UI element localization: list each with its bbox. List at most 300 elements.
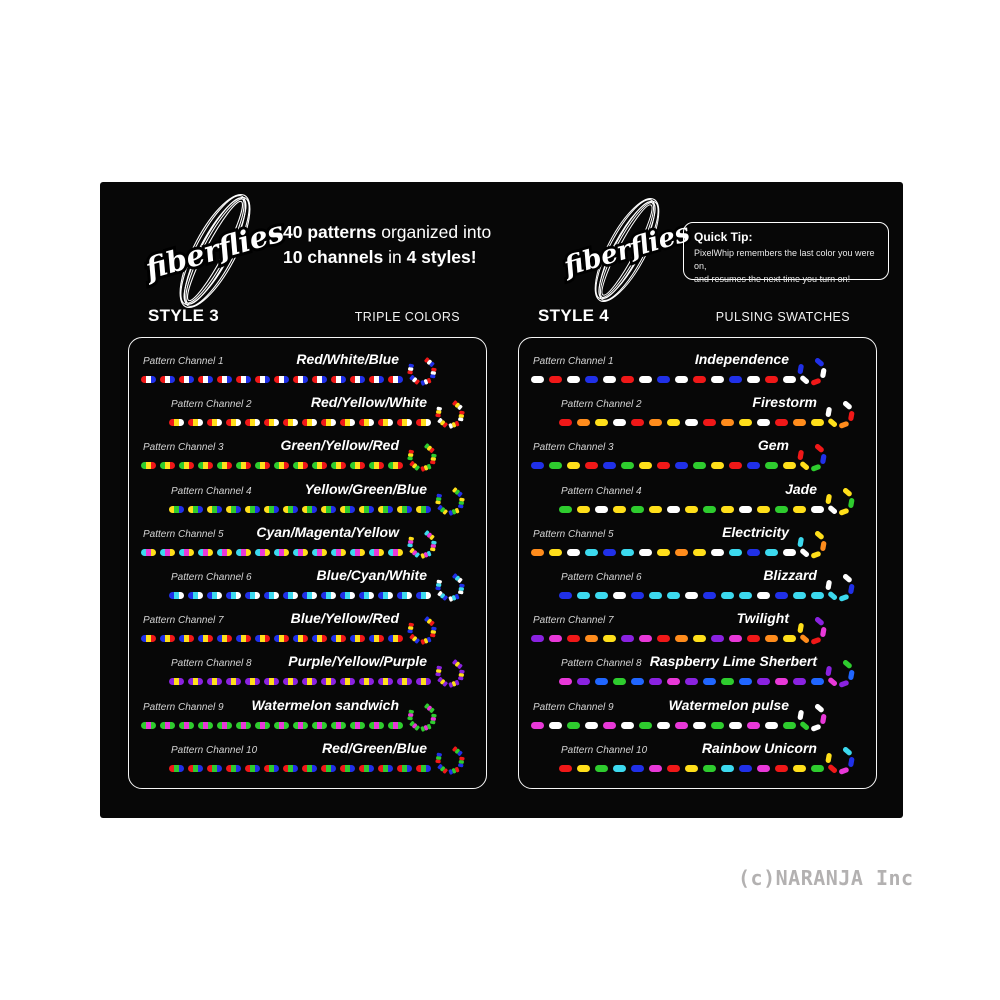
tri-color-pill: [397, 419, 412, 426]
tri-color-pill: [369, 376, 384, 383]
tri-color-pill: [207, 419, 222, 426]
pattern-name: Red/White/Blue: [296, 351, 399, 367]
tri-color-pill: [141, 722, 156, 729]
color-dash: [721, 678, 734, 685]
whip-curl-icon: [401, 519, 445, 565]
led-pattern-strip: [531, 635, 796, 642]
tri-color-pill: [141, 635, 156, 642]
tri-color-pill: [331, 722, 346, 729]
tri-color-pill: [378, 592, 393, 599]
tri-color-pill: [369, 462, 384, 469]
style4-title: STYLE 4: [538, 306, 610, 325]
logo-wordmark: fiberflies: [141, 214, 288, 286]
pattern-name: Gem: [757, 437, 789, 454]
whip-curl-icon: [819, 648, 863, 694]
color-dash: [711, 376, 724, 383]
pattern-row: [519, 739, 876, 782]
tri-color-pill: [264, 678, 279, 685]
color-dash: [739, 419, 752, 426]
tri-color-pill: [359, 678, 374, 685]
tri-color-pill: [226, 592, 241, 599]
pattern-channel-label: Pattern Channel 5: [533, 528, 614, 540]
headline-line2: 10 channels in 4 styles!: [283, 247, 477, 268]
tri-color-pill: [283, 592, 298, 599]
color-dash: [765, 462, 778, 469]
tri-color-pill: [359, 592, 374, 599]
tri-color-pill: [350, 722, 365, 729]
tri-color-pill: [255, 635, 270, 642]
color-dash: [675, 376, 688, 383]
tri-color-pill: [160, 376, 175, 383]
tri-color-pill: [397, 506, 412, 513]
color-dash: [703, 506, 716, 513]
tri-color-pill: [198, 722, 213, 729]
whip-curl-icon: [401, 346, 445, 392]
color-dash: [657, 376, 670, 383]
tri-color-pill: [236, 376, 251, 383]
whip-curl-icon: [819, 476, 863, 522]
color-dash: [775, 419, 788, 426]
tri-color-pill: [179, 549, 194, 556]
pattern-channel-label: Pattern Channel 9: [143, 701, 224, 713]
whip-curl-icon: [791, 346, 835, 392]
color-dash: [729, 462, 742, 469]
tri-color-pill: [226, 506, 241, 513]
color-dash: [747, 635, 760, 642]
tri-color-pill: [188, 765, 203, 772]
pattern-channel-label: Pattern Channel 8: [171, 658, 252, 670]
tri-color-pill: [245, 506, 260, 513]
tri-color-pill: [217, 635, 232, 642]
pattern-name: Green/Yellow/Red: [280, 437, 399, 454]
whip-curl-icon: [401, 432, 445, 478]
tri-color-pill: [331, 635, 346, 642]
color-dash: [657, 635, 670, 642]
tri-color-pill: [293, 462, 308, 469]
tri-color-pill: [321, 506, 336, 513]
color-dash: [531, 722, 544, 729]
color-dash: [567, 462, 580, 469]
tri-color-pill: [283, 765, 298, 772]
color-dash: [657, 722, 670, 729]
whip-curl-icon: [819, 735, 863, 781]
color-dash: [621, 722, 634, 729]
pattern-row: [129, 696, 486, 739]
tri-color-pill: [293, 722, 308, 729]
tri-color-pill: [397, 765, 412, 772]
tri-color-pill: [331, 462, 346, 469]
tri-color-pill: [331, 376, 346, 383]
tri-color-pill: [207, 678, 222, 685]
color-dash: [765, 722, 778, 729]
tri-color-pill: [226, 678, 241, 685]
tri-color-pill: [283, 678, 298, 685]
tri-color-pill: [283, 506, 298, 513]
tri-color-pill: [321, 678, 336, 685]
color-dash: [739, 592, 752, 599]
color-dash: [739, 506, 752, 513]
style3-panel: [128, 337, 487, 789]
tri-color-pill: [255, 722, 270, 729]
color-dash: [613, 592, 626, 599]
color-dash: [775, 678, 788, 685]
pattern-row: [129, 393, 486, 436]
color-dash: [613, 678, 626, 685]
color-dash: [729, 549, 742, 556]
color-dash: [559, 765, 572, 772]
color-dash: [559, 506, 572, 513]
whip-curl-icon: [791, 692, 835, 738]
led-pattern-strip: [169, 506, 431, 513]
tri-color-pill: [169, 419, 184, 426]
tri-color-pill: [283, 419, 298, 426]
pattern-row: [519, 652, 876, 695]
color-dash: [631, 678, 644, 685]
pattern-name: Jade: [785, 480, 817, 497]
tri-color-pill: [245, 419, 260, 426]
tri-color-pill: [207, 765, 222, 772]
pattern-name: Watermelon sandwich: [251, 696, 399, 713]
color-dash: [757, 506, 770, 513]
tri-color-pill: [274, 722, 289, 729]
tri-color-pill: [236, 722, 251, 729]
tri-color-pill: [340, 765, 355, 772]
tri-color-pill: [350, 376, 365, 383]
pattern-channel-label: Pattern Channel 6: [171, 571, 252, 583]
whip-curl-icon: [429, 735, 473, 781]
color-dash: [549, 635, 562, 642]
color-dash: [577, 592, 590, 599]
tri-color-pill: [141, 549, 156, 556]
tri-color-pill: [340, 678, 355, 685]
pattern-name: Blue/Yellow/Red: [290, 610, 399, 627]
led-pattern-strip: [559, 592, 824, 599]
color-dash: [793, 506, 806, 513]
tri-color-pill: [293, 635, 308, 642]
whip-curl-icon: [429, 648, 473, 694]
pattern-channel-label: Pattern Channel 10: [561, 744, 648, 756]
tri-color-pill: [236, 462, 251, 469]
tri-color-pill: [378, 419, 393, 426]
tri-color-pill: [312, 549, 327, 556]
pattern-channel-label: Pattern Channel 10: [171, 744, 258, 756]
color-dash: [757, 765, 770, 772]
whip-curl-icon: [819, 389, 863, 435]
whip-curl-icon: [819, 562, 863, 608]
tri-color-pill: [264, 765, 279, 772]
tri-color-pill: [255, 549, 270, 556]
color-dash: [603, 376, 616, 383]
color-dash: [567, 376, 580, 383]
color-dash: [675, 549, 688, 556]
tri-color-pill: [274, 462, 289, 469]
color-dash: [729, 722, 742, 729]
tri-color-pill: [369, 549, 384, 556]
tri-color-pill: [302, 506, 317, 513]
color-dash: [531, 376, 544, 383]
color-dash: [585, 376, 598, 383]
color-dash: [639, 635, 652, 642]
tri-color-pill: [264, 419, 279, 426]
quick-tip-body: PixelWhip remembers the last color you were on, and resumes the next time you turn on!: [694, 248, 875, 285]
style4-panel: [518, 337, 877, 789]
tri-color-pill: [321, 765, 336, 772]
pattern-row: [129, 652, 486, 695]
tri-color-pill: [169, 506, 184, 513]
tri-color-pill: [188, 506, 203, 513]
color-dash: [721, 765, 734, 772]
color-dash: [703, 592, 716, 599]
led-pattern-strip: [559, 765, 824, 772]
color-dash: [603, 462, 616, 469]
color-dash: [711, 549, 724, 556]
pattern-row: [519, 393, 876, 436]
color-dash: [567, 635, 580, 642]
tri-color-pill: [312, 462, 327, 469]
color-dash: [603, 722, 616, 729]
pattern-row: [519, 696, 876, 739]
pattern-row: [129, 739, 486, 782]
tri-color-pill: [369, 722, 384, 729]
led-pattern-strip: [169, 592, 431, 599]
tri-color-pill: [312, 722, 327, 729]
tri-color-pill: [245, 592, 260, 599]
color-dash: [721, 419, 734, 426]
tri-color-pill: [302, 419, 317, 426]
pattern-name: Red/Yellow/White: [310, 394, 427, 411]
color-dash: [711, 462, 724, 469]
tri-color-pill: [226, 765, 241, 772]
color-dash: [595, 592, 608, 599]
color-dash: [549, 376, 562, 383]
pattern-row: [519, 609, 876, 652]
pattern-name: Blizzard: [763, 566, 817, 583]
color-dash: [685, 592, 698, 599]
color-dash: [793, 678, 806, 685]
tri-color-pill: [302, 765, 317, 772]
color-dash: [703, 765, 716, 772]
whip-curl-icon: [429, 389, 473, 435]
color-dash: [531, 462, 544, 469]
color-dash: [559, 592, 572, 599]
color-dash: [585, 462, 598, 469]
tri-color-pill: [217, 722, 232, 729]
color-dash: [747, 376, 760, 383]
whip-curl-icon: [429, 562, 473, 608]
color-dash: [649, 765, 662, 772]
color-dash: [765, 549, 778, 556]
color-dash: [757, 419, 770, 426]
tri-color-pill: [397, 592, 412, 599]
tri-color-pill: [293, 376, 308, 383]
pattern-name: Independence: [694, 351, 789, 367]
whip-curl-icon: [791, 519, 835, 565]
tri-color-pill: [274, 376, 289, 383]
pattern-channel-label: Pattern Channel 9: [533, 701, 614, 713]
tri-color-pill: [160, 549, 175, 556]
color-dash: [675, 462, 688, 469]
tri-color-pill: [359, 419, 374, 426]
tri-color-pill: [236, 549, 251, 556]
color-dash: [747, 462, 760, 469]
color-dash: [775, 592, 788, 599]
tri-color-pill: [236, 635, 251, 642]
color-dash: [657, 462, 670, 469]
color-dash: [649, 678, 662, 685]
tri-color-pill: [359, 765, 374, 772]
pattern-channel-label: Pattern Channel 1: [533, 356, 614, 367]
color-dash: [657, 549, 670, 556]
tri-color-pill: [188, 678, 203, 685]
color-dash: [693, 549, 706, 556]
pattern-row: [129, 436, 486, 479]
quick-tip-title: Quick Tip:: [694, 230, 753, 244]
color-dash: [559, 419, 572, 426]
copyright-text: (c)NARANJA Inc: [738, 866, 914, 890]
color-dash: [739, 765, 752, 772]
color-dash: [639, 462, 652, 469]
color-dash: [739, 678, 752, 685]
tri-color-pill: [217, 549, 232, 556]
color-dash: [793, 592, 806, 599]
style4-rows: [519, 338, 876, 788]
tri-color-pill: [378, 678, 393, 685]
color-dash: [585, 722, 598, 729]
tri-color-pill: [378, 506, 393, 513]
color-dash: [577, 506, 590, 513]
tri-color-pill: [226, 419, 241, 426]
pattern-name: Twilight: [736, 610, 789, 627]
pattern-channel-label: Pattern Channel 2: [171, 399, 252, 411]
color-dash: [595, 419, 608, 426]
color-dash: [693, 376, 706, 383]
pattern-channel-label: Pattern Channel 4: [171, 485, 252, 497]
style3-subtitle: TRIPLE COLORS: [354, 310, 460, 324]
pattern-row: [519, 566, 876, 609]
tri-color-pill: [340, 506, 355, 513]
color-dash: [567, 549, 580, 556]
tri-color-pill: [217, 462, 232, 469]
pattern-channel-label: Pattern Channel 5: [143, 528, 224, 540]
color-dash: [685, 419, 698, 426]
color-dash: [549, 462, 562, 469]
color-dash: [649, 419, 662, 426]
color-dash: [757, 678, 770, 685]
pattern-row: [519, 436, 876, 479]
color-dash: [667, 765, 680, 772]
color-dash: [765, 376, 778, 383]
color-dash: [775, 506, 788, 513]
pattern-name: Purple/Yellow/Purple: [288, 653, 427, 670]
pattern-name: Yellow/Green/Blue: [304, 480, 427, 497]
color-dash: [649, 592, 662, 599]
tri-color-pill: [340, 419, 355, 426]
pattern-channel-label: Pattern Channel 8: [561, 658, 642, 670]
pattern-channel-label: Pattern Channel 7: [143, 615, 224, 627]
color-dash: [631, 592, 644, 599]
headline: [283, 220, 491, 271]
led-pattern-strip: [559, 506, 824, 513]
tri-color-pill: [369, 635, 384, 642]
pattern-channel-label: Pattern Channel 7: [533, 615, 614, 627]
color-dash: [613, 419, 626, 426]
led-pattern-strip: [141, 549, 403, 556]
tri-color-pill: [141, 376, 156, 383]
tri-color-pill: [160, 635, 175, 642]
tri-color-pill: [302, 592, 317, 599]
pattern-row: [129, 566, 486, 609]
pattern-row: [129, 523, 486, 566]
color-dash: [639, 376, 652, 383]
style4-subtitle: PULSING SWATCHES: [715, 310, 850, 324]
color-dash: [675, 635, 688, 642]
tri-color-pill: [264, 506, 279, 513]
tri-color-pill: [188, 419, 203, 426]
color-dash: [631, 765, 644, 772]
led-pattern-strip: [169, 765, 431, 772]
pattern-name: Watermelon pulse: [668, 696, 789, 713]
color-dash: [729, 635, 742, 642]
color-dash: [667, 506, 680, 513]
tri-color-pill: [397, 678, 412, 685]
color-dash: [675, 722, 688, 729]
color-dash: [621, 376, 634, 383]
color-dash: [595, 765, 608, 772]
color-dash: [621, 549, 634, 556]
tri-color-pill: [198, 635, 213, 642]
color-dash: [559, 678, 572, 685]
logo-wordmark: fiberflies: [560, 217, 694, 283]
headline-line1: 40 patterns organized into: [283, 222, 492, 242]
pattern-row: [519, 523, 876, 566]
color-dash: [721, 506, 734, 513]
tri-color-pill: [207, 592, 222, 599]
pattern-channel-label: Pattern Channel 3: [143, 442, 224, 454]
pattern-row: [519, 350, 876, 393]
tri-color-pill: [169, 678, 184, 685]
tri-color-pill: [350, 462, 365, 469]
color-dash: [631, 506, 644, 513]
color-dash: [639, 722, 652, 729]
color-dash: [757, 592, 770, 599]
color-dash: [667, 678, 680, 685]
tri-color-pill: [264, 592, 279, 599]
tri-color-pill: [350, 549, 365, 556]
tri-color-pill: [169, 592, 184, 599]
tri-color-pill: [321, 419, 336, 426]
tri-color-pill: [312, 635, 327, 642]
pattern-channel-label: Pattern Channel 4: [561, 485, 642, 497]
color-dash: [621, 462, 634, 469]
style3-title: STYLE 3: [148, 306, 220, 325]
color-dash: [793, 765, 806, 772]
tri-color-pill: [217, 376, 232, 383]
color-dash: [649, 506, 662, 513]
tri-color-pill: [179, 376, 194, 383]
tri-color-pill: [245, 765, 260, 772]
led-pattern-strip: [531, 549, 796, 556]
pattern-name: Raspberry Lime Sherbert: [649, 653, 817, 670]
color-dash: [585, 549, 598, 556]
pattern-name: Rainbow Unicorn: [701, 739, 817, 756]
whip-curl-icon: [429, 476, 473, 522]
color-dash: [613, 506, 626, 513]
tri-color-pill: [274, 549, 289, 556]
led-pattern-strip: [169, 419, 431, 426]
whip-curl-icon: [401, 605, 445, 651]
tri-color-pill: [179, 722, 194, 729]
quick-tip-box: [683, 222, 889, 285]
